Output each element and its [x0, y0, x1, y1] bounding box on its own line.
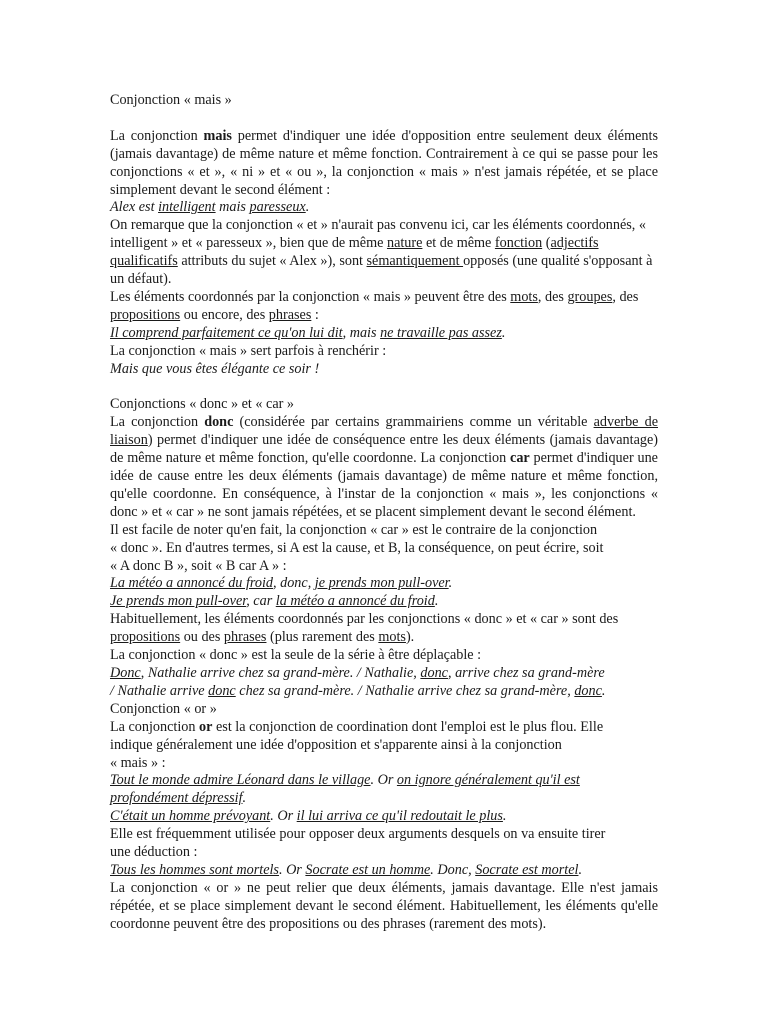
paragraph-or-intro: La conjonction or est la conjonction de coordination dont l'emploi est le plus flou. Elle indique généralement une idée d'opposition et s'apparente ainsi à la conjonction « mais » : — [110, 718, 604, 771]
paragraph-donc-deplacable: La conjonction « donc » est la seule de la série à être déplaçable : — [110, 647, 482, 664]
paragraph-donc-car-contrary: Il est facile de noter qu'en fait, la conjonction « car » est le contraire de la conjonction « donc ». En d'autres termes, si A est la cause, et B, la conséquence, on peut écrire, soit « A donc B », soit « B car A » : — [110, 521, 604, 574]
example-or-3: Tous les hommes sont mortels. Or Socrate est un homme. Donc, Socrate est mortel. — [110, 861, 582, 878]
document-body — [110, 92, 658, 934]
example-mais-2: Il comprend parfaitement ce qu'on lui dit, mais ne travaille pas assez. — [110, 324, 506, 341]
paragraph-donc-car-elements: Habituellement, les éléments coordonnés par les conjonctions « donc » et « car » sont des propositions ou des phrases (plus rarement des mots). — [110, 611, 619, 646]
paragraph-or-deduction: Elle est fréquemment utilisée pour opposer deux arguments desquels on va ensuite tirer une déduction : — [110, 826, 606, 861]
paragraph-mais-rencherir: La conjonction « mais » sert parfois à renchérir : — [110, 342, 387, 359]
example-car-1: Je prends mon pull-over, car la météo a annoncé du froid. — [110, 593, 439, 610]
example-or-2: C'était un homme prévoyant. Or il lui arriva ce qu'il redoutait le plus. — [110, 808, 507, 825]
section-title-donc-car: Conjonctions « donc » et « car » — [110, 396, 295, 413]
example-mais-1: Alex est intelligent mais paresseux. — [110, 199, 310, 216]
example-mais-3: Mais que vous êtes élégante ce soir ! — [110, 360, 320, 377]
example-donc-1: La météo a annoncé du froid, donc, je prends mon pull-over. — [110, 575, 453, 592]
paragraph-donc-car-intro: La conjonction donc (considérée par certains grammairiens comme un véritable adverbe de liaison) permet d'indiquer une idée de conséquence entre les deux éléments (jamais davantage) de même nature et même fonction, qu'elle coordonne. La conjonction car permet d'indiquer une idée de cause entre les deux éléments (jamais davantage) de même nature et même fonction, qu'elle coordonne. En conséquence, à l'instar de la conjonction « mais », les conjonctions « donc » et « car » ne sont jamais répétées, et se placent simplement devant le second élément. — [110, 414, 658, 520]
paragraph-mais-remark: On remarque que la conjonction « et » n'aurait pas convenu ici, car les éléments coordonnés, « intelligent » et « paresseux », bien que de même nature et de même fonction (adjectifs qualificatifs attributs du sujet « Alex »), sont sémantiquement opposés (une qualité s'opposant à un défaut). — [110, 217, 653, 288]
paragraph-mais-intro: La conjonction mais permet d'indiquer une idée d'opposition entre seulement deux éléments (jamais davantage) de même nature et même fonction. Contrairement à ce qui se passe pour les conjonctions « et », « ni » et « ou », la conjonction « mais » n'est jamais répétée, et se place simplement devant le second élément : — [110, 127, 658, 198]
example-or-1: Tout le monde admire Léonard dans le village. Or on ignore généralement qu'il est profondément dépressif. — [110, 772, 580, 807]
example-donc-2: Donc, Nathalie arrive chez sa grand-mère. / Nathalie, donc, arrive chez sa grand-mère / Nathalie arrive donc chez sa grand-mère. / Nathalie arrive chez sa grand-mère, donc. — [110, 664, 606, 699]
section-title-mais: Conjonction « mais » — [110, 92, 232, 108]
paragraph-mais-elements: Les éléments coordonnés par la conjonction « mais » peuvent être des mots, des groupes, des propositions ou encore, des phrases : — [110, 288, 639, 323]
section-title-or: Conjonction « or » — [110, 700, 217, 717]
paragraph-or-rules: La conjonction « or » ne peut relier que deux éléments, jamais davantage. Elle n'est jamais répétée, et se place simplement devant le second élément. Habituellement, les éléments qu'elle coordonne peuvent être des propositions ou des phrases (rarement des mots). — [110, 879, 658, 932]
